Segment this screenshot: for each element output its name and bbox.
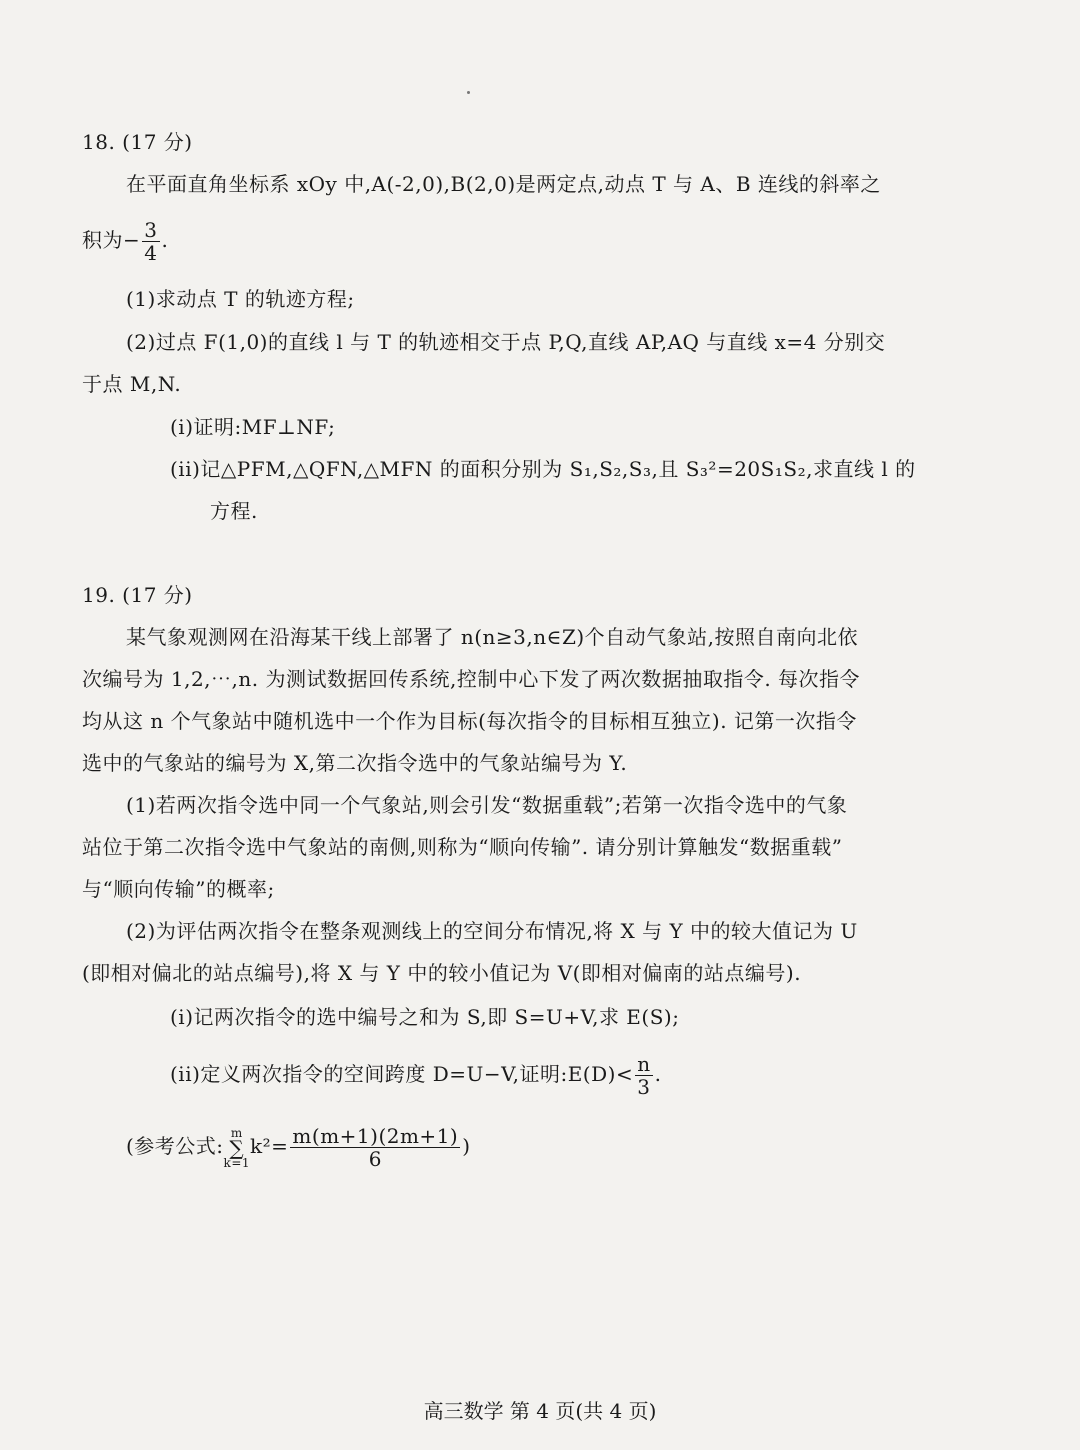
q19-part2-ii-text: (ii)定义两次指令的空间跨度 D=U−V,证明:E(D)< — [170, 1062, 634, 1086]
q19-fraction — [635, 1053, 652, 1098]
ref-prefix: (参考公式: — [126, 1134, 224, 1158]
q19-stem-line2: 次编号为 1,2,⋯,n. 为测试数据回传系统,控制中心下发了两次数据抽取指令. 每次指令 — [82, 667, 861, 691]
scan-speck — [467, 91, 470, 94]
q18-stem-line1: 在平面直角坐标系 xOy 中,A(-2,0),B(2,0)是两定点,动点 T 与 A、B 连线的斜率之 — [126, 172, 881, 196]
q18-part2-line2: 于点 M,N. — [82, 372, 182, 396]
q18-stem-prefix: 积为− — [82, 228, 141, 252]
ref-frac-num: m(m+1)(2m+1) — [292, 1124, 459, 1148]
sum-upper: m — [230, 1125, 243, 1140]
q18-part1: (1)求动点 T 的轨迹方程; — [126, 287, 355, 311]
sum-lower: k=1 — [223, 1155, 251, 1170]
q19-part2-line2: (即相对偏北的站点编号),将 X 与 Y 中的较小值记为 V(即相对偏南的站点编号). — [82, 961, 802, 985]
q19-part1-line1: (1)若两次指令选中同一个气象站,则会引发“数据重载”;若第一次指令选中的气象 — [126, 793, 848, 817]
q18-part2-i: (i)证明:MF⊥NF; — [170, 415, 336, 439]
q18-part2-ii-line1: (ii)记△PFM,△QFN,△MFN 的面积分别为 S₁,S₂,S₃,且 S₃²=20S₁S₂,求直线 l 的 — [170, 457, 916, 481]
ref-term: k²= — [250, 1134, 289, 1158]
ref-frac-den: 6 — [368, 1147, 382, 1171]
q19-part1-line3: 与“顺向传输”的概率; — [82, 877, 275, 901]
ref-suffix: ) — [462, 1134, 471, 1158]
q19-frac-num: n — [637, 1052, 651, 1076]
q19-part2-line1: (2)为评估两次指令在整条观测线上的空间分布情况,将 X 与 Y 中的较大值记为 U — [126, 919, 858, 943]
q19-stem-line1: 某气象观测网在沿海某干线上部署了 n(n≥3,n∈Z)个自动气象站,按照自南向北依 — [126, 625, 859, 649]
q18-stem-suffix: . — [161, 228, 169, 252]
q19-stem-line4: 选中的气象站的编号为 X,第二次指令选中的气象站编号为 Y. — [82, 751, 628, 775]
q19-frac-den: 3 — [637, 1075, 651, 1099]
ref-fraction — [290, 1125, 460, 1170]
q19-reference-formula — [126, 1118, 471, 1174]
q19-stem-line3: 均从这 n 个气象站中随机选中一个作为目标(每次指令的目标相互独立). 记第一次指令 — [82, 709, 857, 733]
q19-part2-ii-suffix: . — [654, 1062, 662, 1086]
q18-part2-ii-line2: 方程. — [210, 499, 258, 523]
sigma-glyph: ∑ — [229, 1135, 245, 1160]
q18-part2-line1: (2)过点 F(1,0)的直线 l 与 T 的轨迹相交于点 P,Q,直线 AP,AQ 与直线 x=4 分别交 — [126, 330, 886, 354]
q18-stem-line2 — [82, 212, 168, 268]
page-footer: 高三数学 第 4 页(共 4 页) — [423, 1399, 657, 1423]
q18-frac-den: 4 — [144, 241, 158, 265]
q19-header: 19. (17 分) — [82, 583, 193, 607]
q19-part2-ii — [170, 1046, 661, 1102]
q19-part2-i: (i)记两次指令的选中编号之和为 S,即 S=U+V,求 E(S); — [170, 1005, 680, 1029]
summation-symbol — [224, 1127, 250, 1169]
q18-fraction — [142, 219, 159, 264]
q18-header: 18. (17 分) — [82, 130, 193, 154]
q18-frac-num: 3 — [144, 218, 158, 242]
q19-part1-line2: 站位于第二次指令选中气象站的南侧,则称为“顺向传输”. 请分别计算触发“数据重载” — [82, 835, 843, 859]
